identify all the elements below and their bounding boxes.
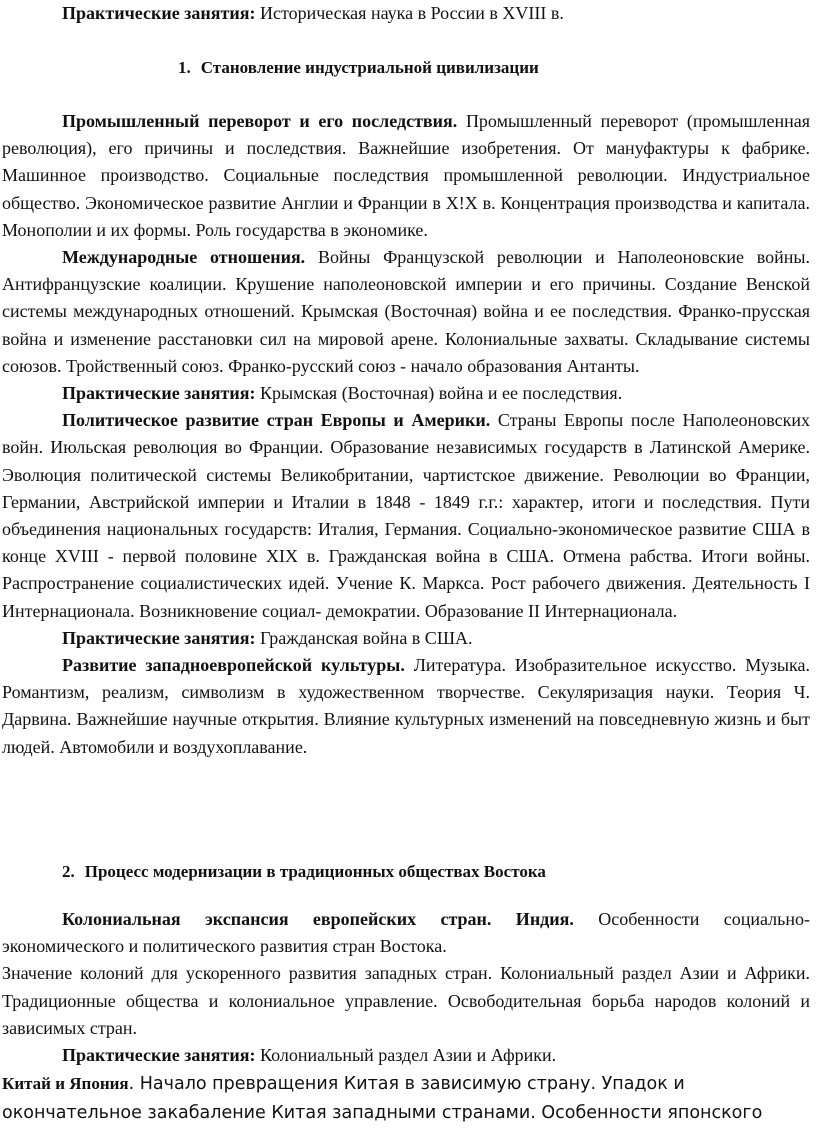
section-number: 2. xyxy=(62,862,75,881)
paragraph-industrial-revolution xyxy=(2,108,810,244)
paragraph-label: Колониальная экспансия европейских стран. Индия. xyxy=(62,909,574,929)
paragraph-text: Литература. Изобразительное искусство. Музыка. Романтизм, реализм, символизм в художественном творчестве. Секуляризация науки. Теория Ч. Дарвина. Важнейшие научные открытия. Влияние культурных изменений на повседневную жизнь и быт людей. Автомобили и воздухоплавание. xyxy=(2,655,810,757)
section-title: Процесс модернизации в традиционных обществах Востока xyxy=(84,862,546,881)
paragraph-text: Особенности социально-экономического и политического развития стран Востока. xyxy=(2,909,810,957)
practical-text: Крымская (Восточная) война и ее последствия. xyxy=(255,383,623,404)
practical-text: Колониальный раздел Азии и Африки. xyxy=(255,1045,557,1066)
section-heading-1 xyxy=(178,54,539,81)
paragraph-label: Политическое развитие стран Европы и Америки. xyxy=(62,410,491,431)
paragraph-text: Значение колоний для ускоренного развития западных стран. Колониальный раздел Азии и Африки. Традиционные общества и колониальное управление. Освободительная борьба народов колоний и зависимых стран. xyxy=(2,963,810,1038)
paragraph-label: Промышленный переворот и его последствия. xyxy=(62,111,458,131)
practical-lesson-1 xyxy=(2,380,810,407)
paragraph-colonial-expansion xyxy=(2,906,810,960)
practical-text: Историческая наука в России в XVIII в. xyxy=(255,3,564,23)
paragraph-western-culture xyxy=(2,652,810,761)
paragraph-label: Развитие западноевропейской культуры. xyxy=(62,655,405,676)
paragraph-label: Международные отношения. xyxy=(62,247,306,268)
paragraph-international-relations xyxy=(2,244,810,380)
paragraph-text: Промышленный переворот (промышленная революция), его причины и последствия. Важнейшие изобретения. От мануфактуры к фабрике. Машинное производство. Социальные последствия промышленной революции. Индустриальное общество. Экономическое развитие Англии и Франции в Х!Х в. Концентрация производства и капитала. Монополии и их формы. Роль государства в экономике. xyxy=(2,111,810,240)
practical-lesson-2 xyxy=(2,625,810,652)
section-number: 1. xyxy=(178,58,191,77)
paragraph-political-development xyxy=(2,407,810,625)
paragraph-china-japan xyxy=(2,1069,810,1128)
practical-lesson-0 xyxy=(62,0,564,27)
practical-label: Практические занятия: xyxy=(62,383,256,404)
practical-label: Практические занятия: xyxy=(62,627,256,648)
section-title: Становление индустриальной цивилизации xyxy=(200,58,539,77)
paragraph-text: Страны Европы после Наполеоновских войн. Июльская революция во Франции. Образование независимых государств в Латинской Америке. Эволюция политической системы Великобритании, чартистское движение. Революции во Франции, Германии, Австрийской империи и Италии в 1848 - 1849 г.г.: характер, итоги и последствия. Пути объединения национальных государств: Италия, Германия. Социально-экономическое развитие США в конце XVIII - первой половине XIX в. Гражданская война в США. Отмена рабства. Итоги войны. Распространение социалистических идей. Учение К. Маркса. Рост рабочего движения. Деятельность I Интернационала. Возникновение социал- демократии. Образование II Интернационала. xyxy=(2,410,810,621)
practical-text: Гражданская война в США. xyxy=(255,627,473,648)
paragraph-colonies-significance xyxy=(2,960,810,1042)
paragraph-label: Китай и Япония xyxy=(2,1074,129,1094)
paragraph-text: Войны Французской революции и Наполеоновские войны. Антифранцузские коалиции. Крушение наполеоновской империи и его причины. Создание Венской системы международных отношений. Крымская (Восточная) война и ее последствия. Франко-прусская война и изменение расстановки сил на мировой арене. Колониальные захваты. Складывание системы союзов. Тройственный союз. Франко-русский союз - начало образования Антанты. xyxy=(2,247,810,376)
practical-lesson-3 xyxy=(2,1042,810,1069)
section-heading-2 xyxy=(62,858,546,885)
paragraph-text: . Начало превращения Китая в зависимую страну. Упадок и окончательное закабаление Китая западными странами. Особенности японского xyxy=(2,1074,763,1124)
practical-label: Практические занятия: xyxy=(62,1045,256,1066)
practical-label: Практические занятия: xyxy=(62,3,256,23)
